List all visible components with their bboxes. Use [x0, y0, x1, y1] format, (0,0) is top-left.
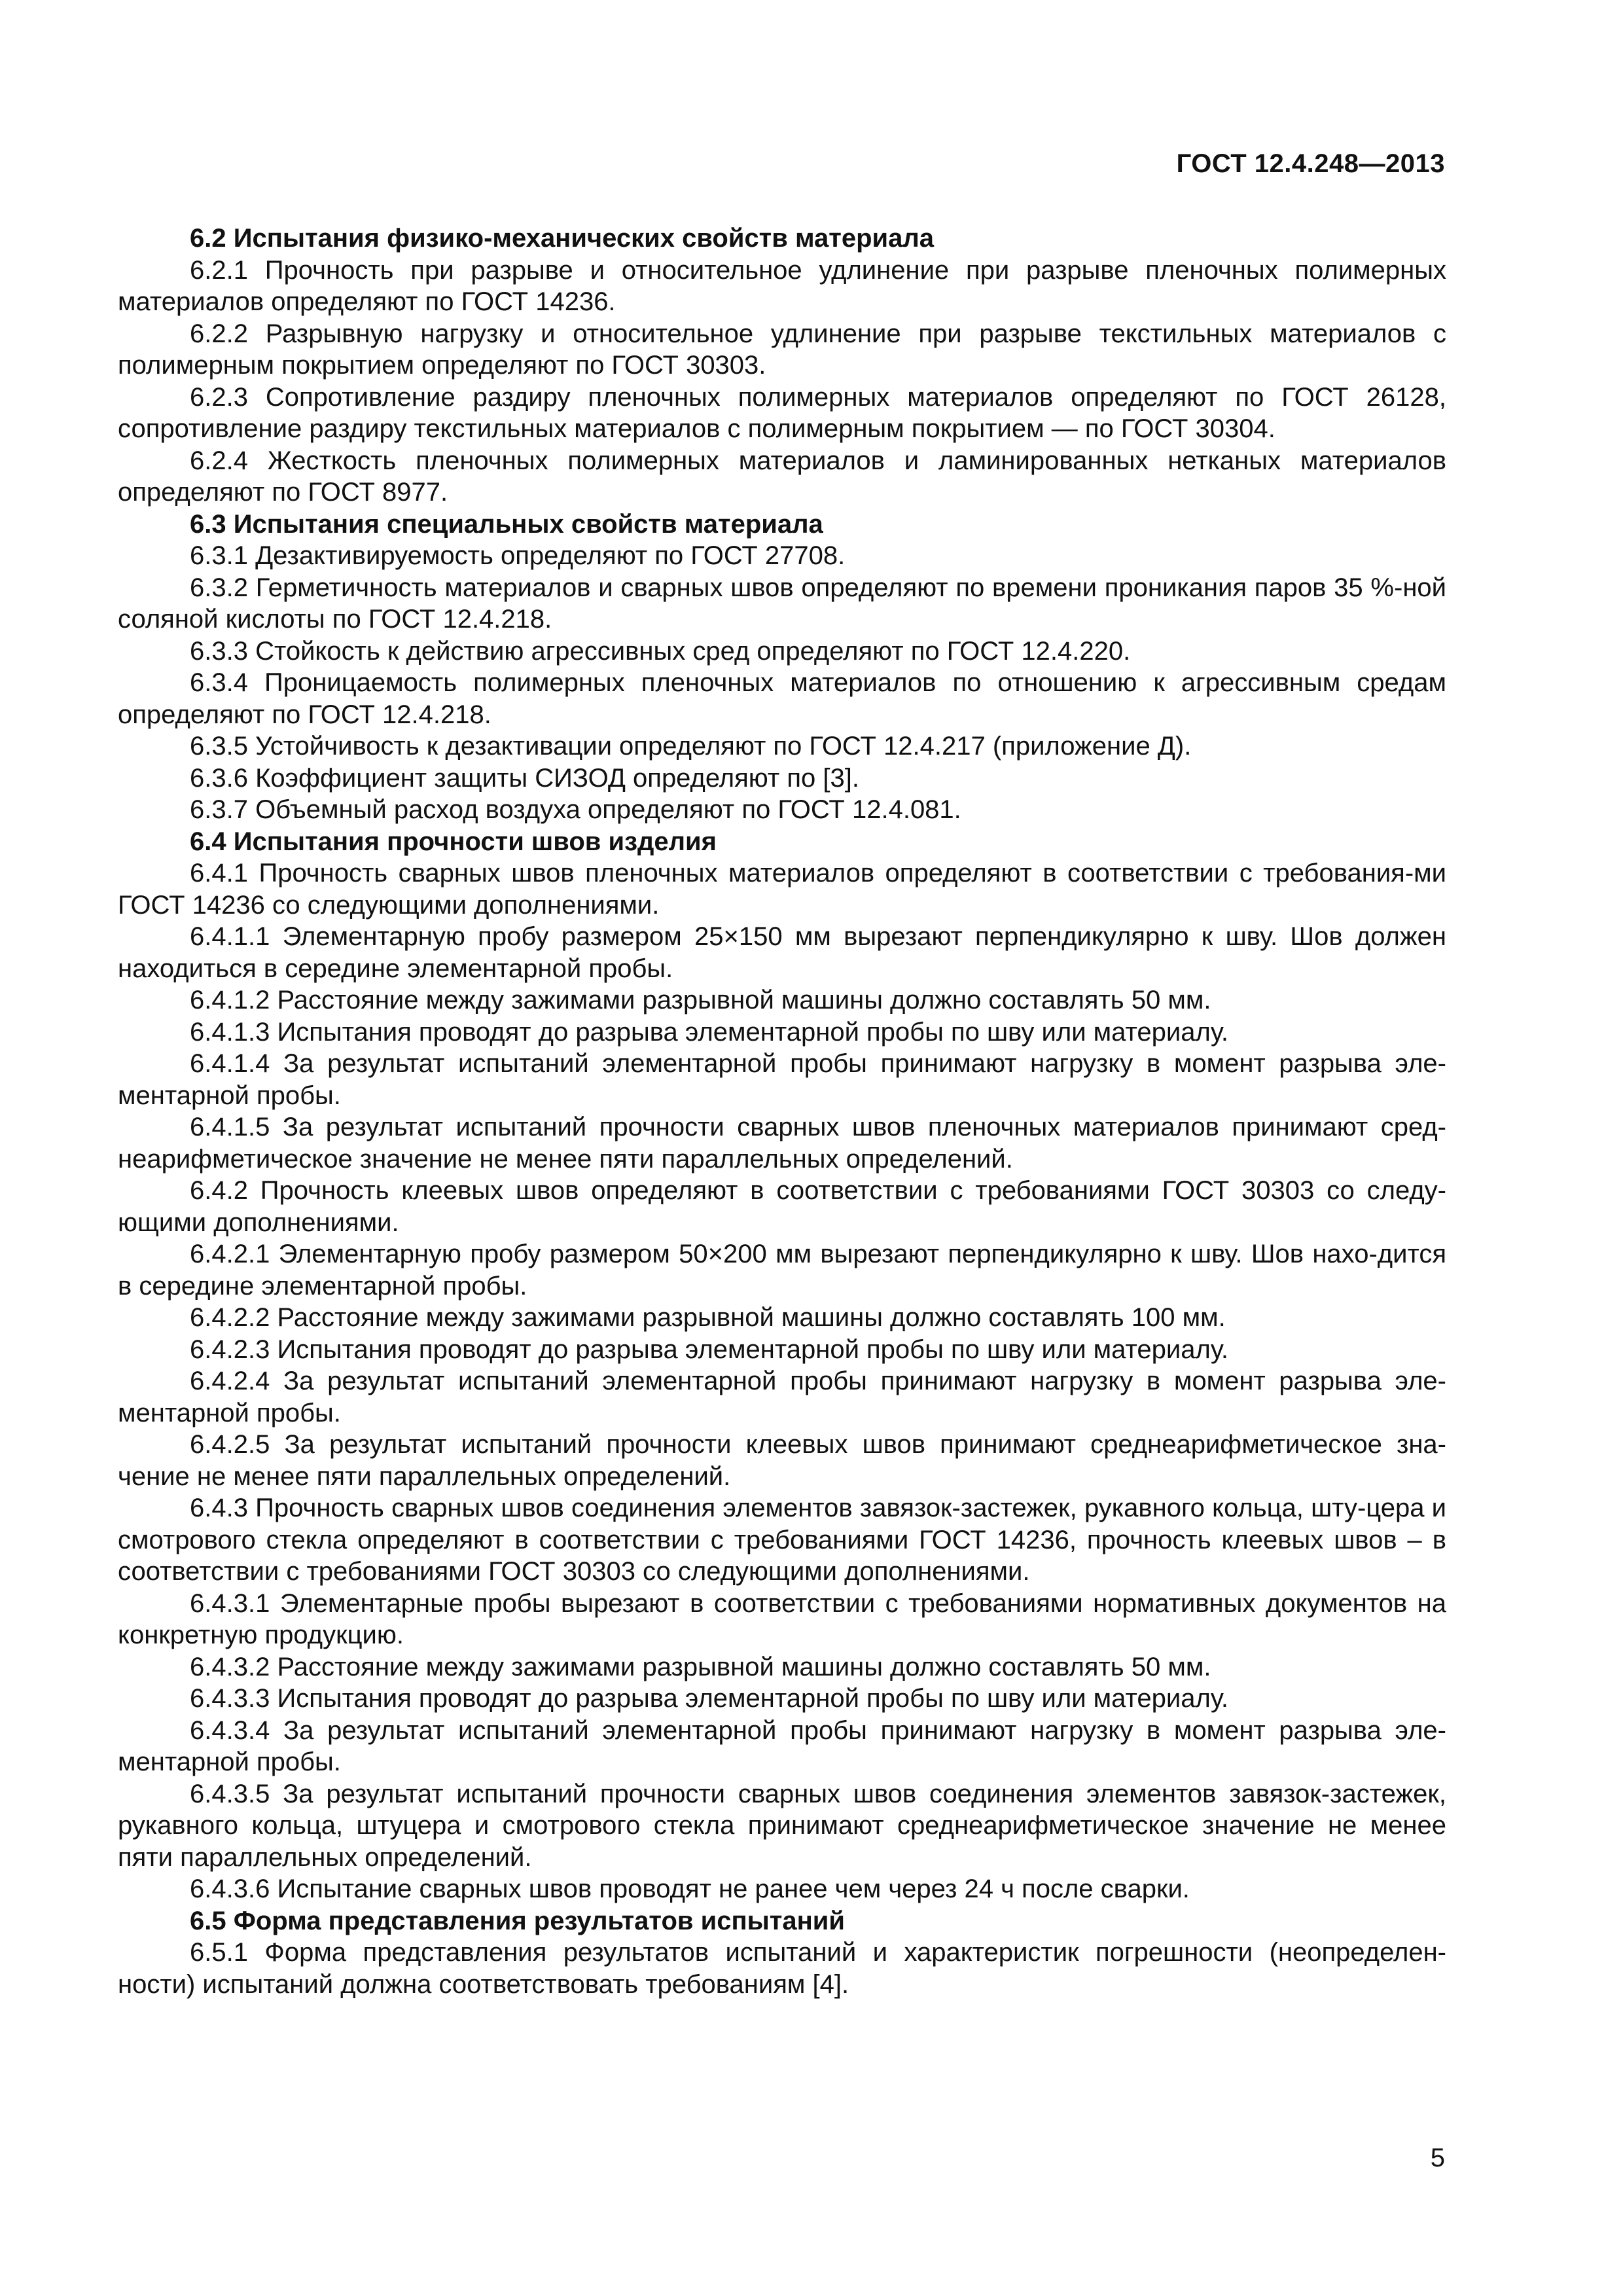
paragraph: 6.4.2.4 За результат испытаний элементарной пробы принимают нагрузку в момент разрыва эле-ментарной пробы.	[118, 1367, 1446, 1427]
page-number: 5	[1430, 2144, 1445, 2172]
paragraph: 6.3.5 Устойчивость к дезактивации определяют по ГОСТ 12.4.217 (приложение Д).	[190, 732, 1192, 761]
paragraph: 6.2.3 Сопротивление раздиру пленочных полимерных материалов определяют по ГОСТ 26128, сопротивление раздиру текстильных материалов с полимерным покрытием — по ГОСТ 30304.	[118, 382, 1446, 443]
paragraph: 6.4.2.5 За результат испытаний прочности клеевых швов принимают среднеарифметическое зна-чение не менее пяти параллельных определений.	[118, 1430, 1446, 1491]
document-id-header: ГОСТ 12.4.248—2013	[1176, 149, 1445, 178]
paragraph: 6.4.1.3 Испытания проводят до разрыва элементарной пробы по шву или материалу.	[190, 1017, 1228, 1047]
paragraph: 6.2.2 Разрывную нагрузку и относительное удлинение при разрыве текстильных материалов с полимерным покрытием определяют по ГОСТ 30303.	[118, 319, 1446, 380]
paragraph: 6.2.1 Прочность при разрыве и относительное удлинение при разрыве пленочных полимерных материалов определяют по ГОСТ 14236.	[118, 255, 1446, 316]
paragraph: 6.4.2.1 Элементарную пробу размером 50×200 мм вырезают перпендикулярно к шву. Шов нахо-дится в середине элементарной пробы.	[118, 1240, 1446, 1300]
paragraph: 6.4.1.1 Элементарную пробу размером 25×150 мм вырезают перпендикулярно к шву. Шов должен находиться в середине элементарной пробы.	[118, 922, 1446, 983]
paragraph: 6.4.1.5 За результат испытаний прочности сварных швов пленочных материалов принимают сред-неарифметическое значение не менее пяти параллельных определений.	[118, 1113, 1446, 1174]
paragraph: 6.4.3.5 За результат испытаний прочности сварных швов соединения элементов завязок-застежек, рукавного кольца, штуцера и смотрового стекла принимают среднеарифметическое значение не менее пяти параллельных определений.	[118, 1779, 1446, 1872]
paragraph: 6.3.3 Стойкость к действию агрессивных сред определяют по ГОСТ 12.4.220.	[190, 636, 1131, 666]
paragraph: 6.4.1 Прочность сварных швов пленочных материалов определяют в соответствии с требования-ми ГОСТ 14236 со следующими дополнениями.	[118, 859, 1446, 920]
paragraph: 6.4.3 Прочность сварных швов соединения элементов завязок-застежек, рукавного кольца, шту-цера и смотрового стекла определяют в соответствии с требованиями ГОСТ 14236, прочность клеевых швов – в соответствии с требованиями ГОСТ 30303 со следующими дополнениями.	[118, 1494, 1446, 1586]
paragraph: 6.4.3.6 Испытание сварных швов проводят не ранее чем через 24 ч после сварки.	[190, 1874, 1190, 1903]
paragraph: 6.3.6 Коэффициент защиты СИЗОД определяют по [3].	[190, 763, 859, 793]
paragraph: 6.4.1.2 Расстояние между зажимами разрывной машины должно составлять 50 мм.	[190, 986, 1211, 1014]
paragraph: 6.3.7 Объемный расход воздуха определяют по ГОСТ 12.4.081.	[190, 795, 961, 824]
paragraph: 6.4.2 Прочность клеевых швов определяют в соответствии с требованиями ГОСТ 30303 со следу-ющими дополнениями.	[118, 1176, 1446, 1237]
section-heading: 6.2 Испытания физико-механических свойств материала	[190, 224, 935, 253]
section-heading: 6.3 Испытания специальных свойств материала	[190, 509, 823, 539]
document-body	[118, 223, 1446, 2000]
paragraph: 6.4.3.4 За результат испытаний элементарной пробы принимают нагрузку в момент разрыва эле-ментарной пробы.	[118, 1715, 1446, 1776]
paragraph: 6.4.3.3 Испытания проводят до разрыва элементарной пробы по шву или материалу.	[190, 1684, 1228, 1713]
paragraph: 6.4.1.4 За результат испытаний элементарной пробы принимают нагрузку в момент разрыва эле-ментарной пробы.	[118, 1049, 1446, 1110]
paragraph: 6.3.4 Проницаемость полимерных пленочных материалов по отношению к агрессивным средам определяют по ГОСТ 12.4.218.	[118, 668, 1446, 729]
section-heading: 6.5 Форма представления результатов испытаний	[190, 1906, 845, 1935]
paragraph: 6.2.4 Жесткость пленочных полимерных материалов и ламинированных нетканых материалов определяют по ГОСТ 8977.	[118, 446, 1446, 507]
paragraph: 6.3.1 Дезактивируемость определяют по ГОСТ 27708.	[190, 541, 846, 570]
paragraph: 6.4.3.1 Элементарные пробы вырезают в соответствии с требованиями нормативных документов на конкретную продукцию.	[118, 1588, 1446, 1649]
section-heading: 6.4 Испытания прочности швов изделия	[190, 827, 717, 856]
paragraph: 6.4.3.2 Расстояние между зажимами разрывной машины должно составлять 50 мм.	[190, 1652, 1211, 1681]
paragraph: 6.3.2 Герметичность материалов и сварных швов определяют по времени проникания паров 35 %-ной соляной кислоты по ГОСТ 12.4.218.	[118, 573, 1446, 634]
paragraph: 6.4.2.2 Расстояние между зажимами разрывной машины должно составлять 100 мм.	[190, 1303, 1226, 1332]
paragraph: 6.5.1 Форма представления результатов испытаний и характеристик погрешности (неопределен-ности) испытаний должна соответствовать требованиям [4].	[118, 1938, 1446, 1999]
paragraph: 6.4.2.3 Испытания проводят до разрыва элементарной пробы по шву или материалу.	[190, 1335, 1228, 1364]
